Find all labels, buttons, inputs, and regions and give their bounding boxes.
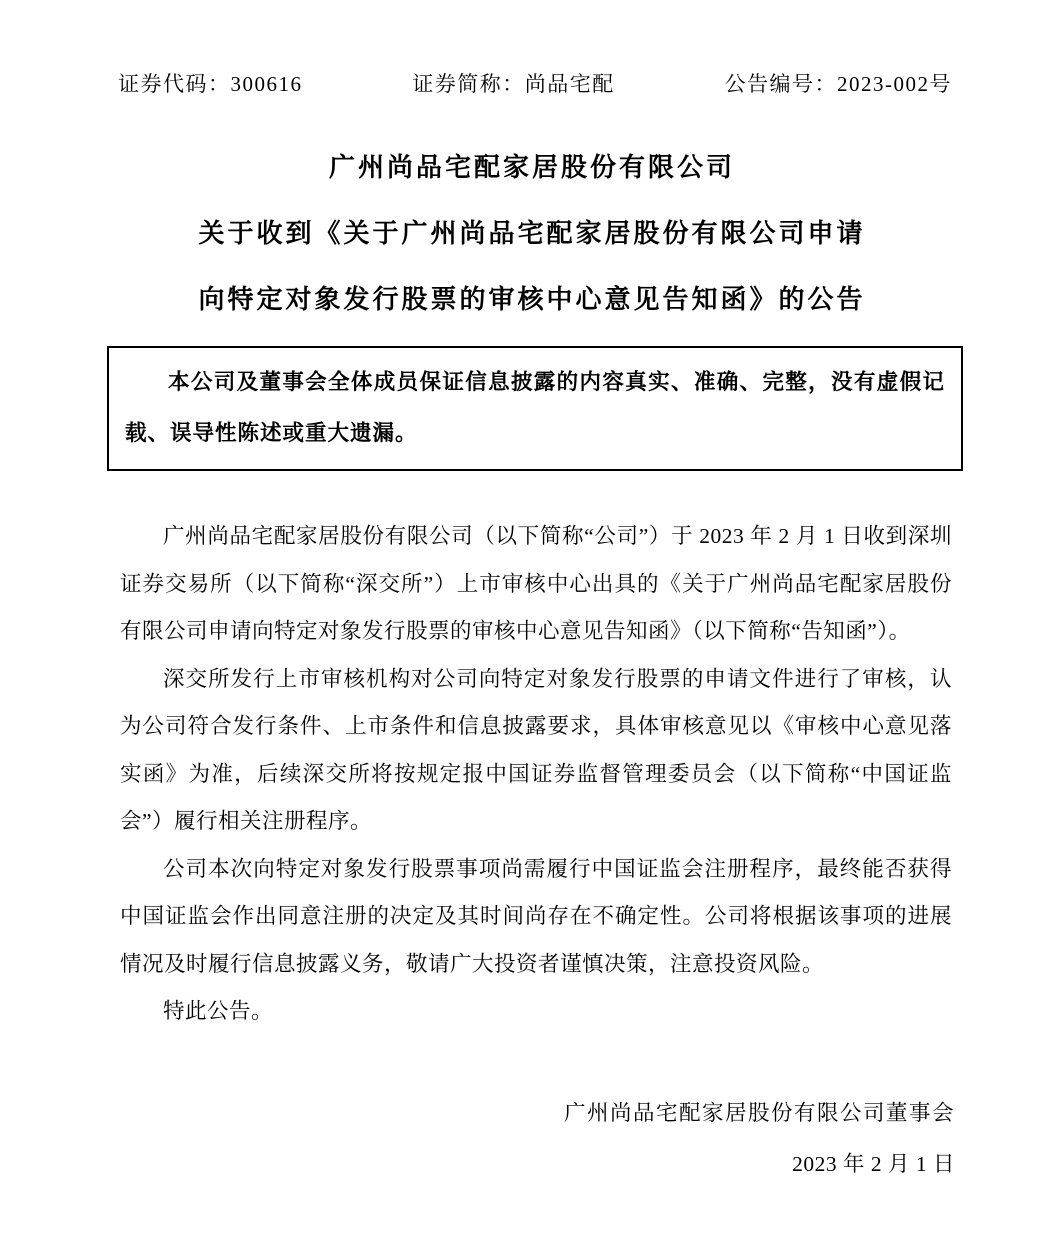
document-title [0,135,1064,333]
disclaimer-box [107,346,963,471]
body-closing-line: 特此公告。 [163,999,274,1023]
title-subject-line-2: 向特定对象发行股票的审核中心意见告知函》的公告 [198,285,866,314]
signature-date: 2023 年 2 月 1 日 [792,1151,955,1176]
body-paragraph-1: 广州尚品宅配家居股份有限公司（以下简称“公司”）于 2023 年 2 月 1 日收到深圳证券交易所（以下简称“深交所”）上市审核中心出具的《关于广州尚品宅配家居股份有限公司申请向特定对象发行股票的审核中心意见告知函》（以下简称“告知函”）。 [120,524,952,643]
stock-code-label: 证券代码：300616 [118,72,303,96]
disclaimer-statement: 本公司及董事会全体成员保证信息披露的内容真实、准确、完整，没有虚假记载、误导性陈述或重大遗漏。 [125,370,945,445]
announcement-number-label: 公告编号：2023-002号 [724,72,952,96]
title-company-name: 广州尚品宅配家居股份有限公司 [328,153,735,182]
document-header [118,68,952,98]
stock-short-name-label: 证券简称：尚品宅配 [412,72,615,96]
title-subject-line-1: 关于收到《关于广州尚品宅配家居股份有限公司申请 [198,219,866,248]
announcement-body [120,513,952,1036]
signature-company: 广州尚品宅配家居股份有限公司董事会 [563,1100,955,1125]
body-paragraph-2: 深交所发行上市审核机构对公司向特定对象发行股票的申请文件进行了审核，认为公司符合发行条件、上市条件和信息披露要求，具体审核意见以《审核中心意见落实函》为准，后续深交所将按规定报中国证券监督管理委员会（以下简称“中国证监会”）履行相关注册程序。 [120,666,952,833]
body-paragraph-3: 公司本次向特定对象发行股票事项尚需履行中国证监会注册程序，最终能否获得中国证监会作出同意注册的决定及其时间尚存在不确定性。公司将根据该事项的进展情况及时履行信息披露义务，敬请广大投资者谨慎决策，注意投资风险。 [120,856,952,976]
signature-block [0,1088,955,1190]
